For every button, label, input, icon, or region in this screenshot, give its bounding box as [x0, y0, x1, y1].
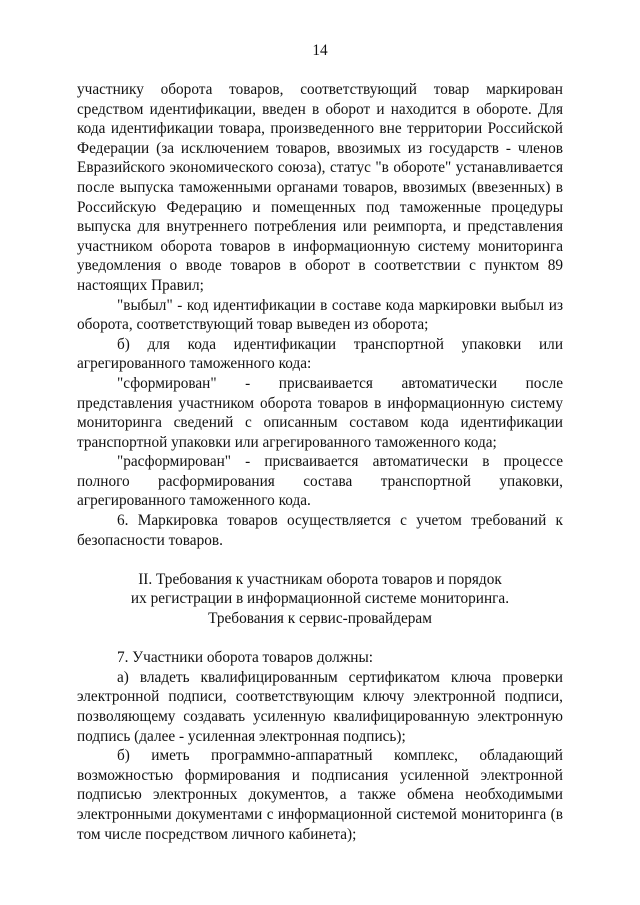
section-heading: [77, 570, 563, 629]
paragraph-status-formed: "сформирован" - присваивается автоматически после представления участником оборота товаров в информационную систему мониторинга сведений с описанным составом кода идентификации транспортной упаковки или агрегированного таможенного кода;: [77, 374, 563, 451]
paragraph-continuation: участнику оборота товаров, соответствующий товар маркирован средством идентификации, введен в оборот и находится в обороте. Для кода идентификации товара, произведенного вне территории Российской Федерации (за исключением товаров, ввозимых из государств - членов Евразийского экономического союза), статус "в обороте" устанавливается после выпуска таможенными органами товаров, ввозимых (ввезенных) в Российскую Федерацию и помещенных под таможенные процедуры выпуска для внутреннего потребления или реимпорта, и представления участником оборота товаров в информационную систему мониторинга уведомления о вводе товаров в оборот в соответствии с пунктом 89 настоящих Правил;: [77, 81, 563, 294]
paragraph-item-6: 6. Маркировка товаров осуществляется с учетом требований к безопасности товаров.: [77, 512, 563, 549]
section-heading-line-1: II. Требования к участникам оборота товаров и порядок: [138, 570, 502, 588]
spacer: [77, 550, 563, 570]
paragraph-status-withdrawn: "выбыл" - код идентификации в составе кода маркировки выбыл из оборота, соответствующий товар выведен из оборота;: [77, 296, 563, 334]
paragraph-item-7b: б) иметь программно-аппаратный комплекс, обладающий возможностью формирования и подписания усиленной электронной подписью электронных документов, а также обмена необходимыми электронными документами с информационной системой мониторинга (в том числе посредством личного кабинета);: [77, 747, 563, 843]
paragraph-item-7a: а) владеть квалифицированным сертификатом ключа проверки электронной подписи, соответствующим ключу электронной подписи, позволяющему создавать усиленную квалифицированную электронную подпись (далее - усиленная электронная подпись);: [77, 668, 563, 745]
section-heading-line-3: Требования к сервис-провайдерам: [208, 610, 432, 628]
paragraph-transport-package-code: б) для кода идентификации транспортной упаковки или агрегированного таможенного кода:: [77, 335, 563, 373]
paragraph-status-disbanded: "расформирован" - присваивается автоматически в процессе полного расформирования состава транспортной упаковки, агрегированного таможенного кода.: [77, 453, 563, 510]
section-heading-line-2: их регистрации в информационной системе мониторинга.: [130, 590, 510, 608]
spacer: [77, 629, 563, 649]
document-body: [77, 80, 563, 844]
paragraph-item-7: 7. Участники оборота товаров должны:: [117, 649, 373, 667]
page-number: 14: [312, 42, 328, 59]
